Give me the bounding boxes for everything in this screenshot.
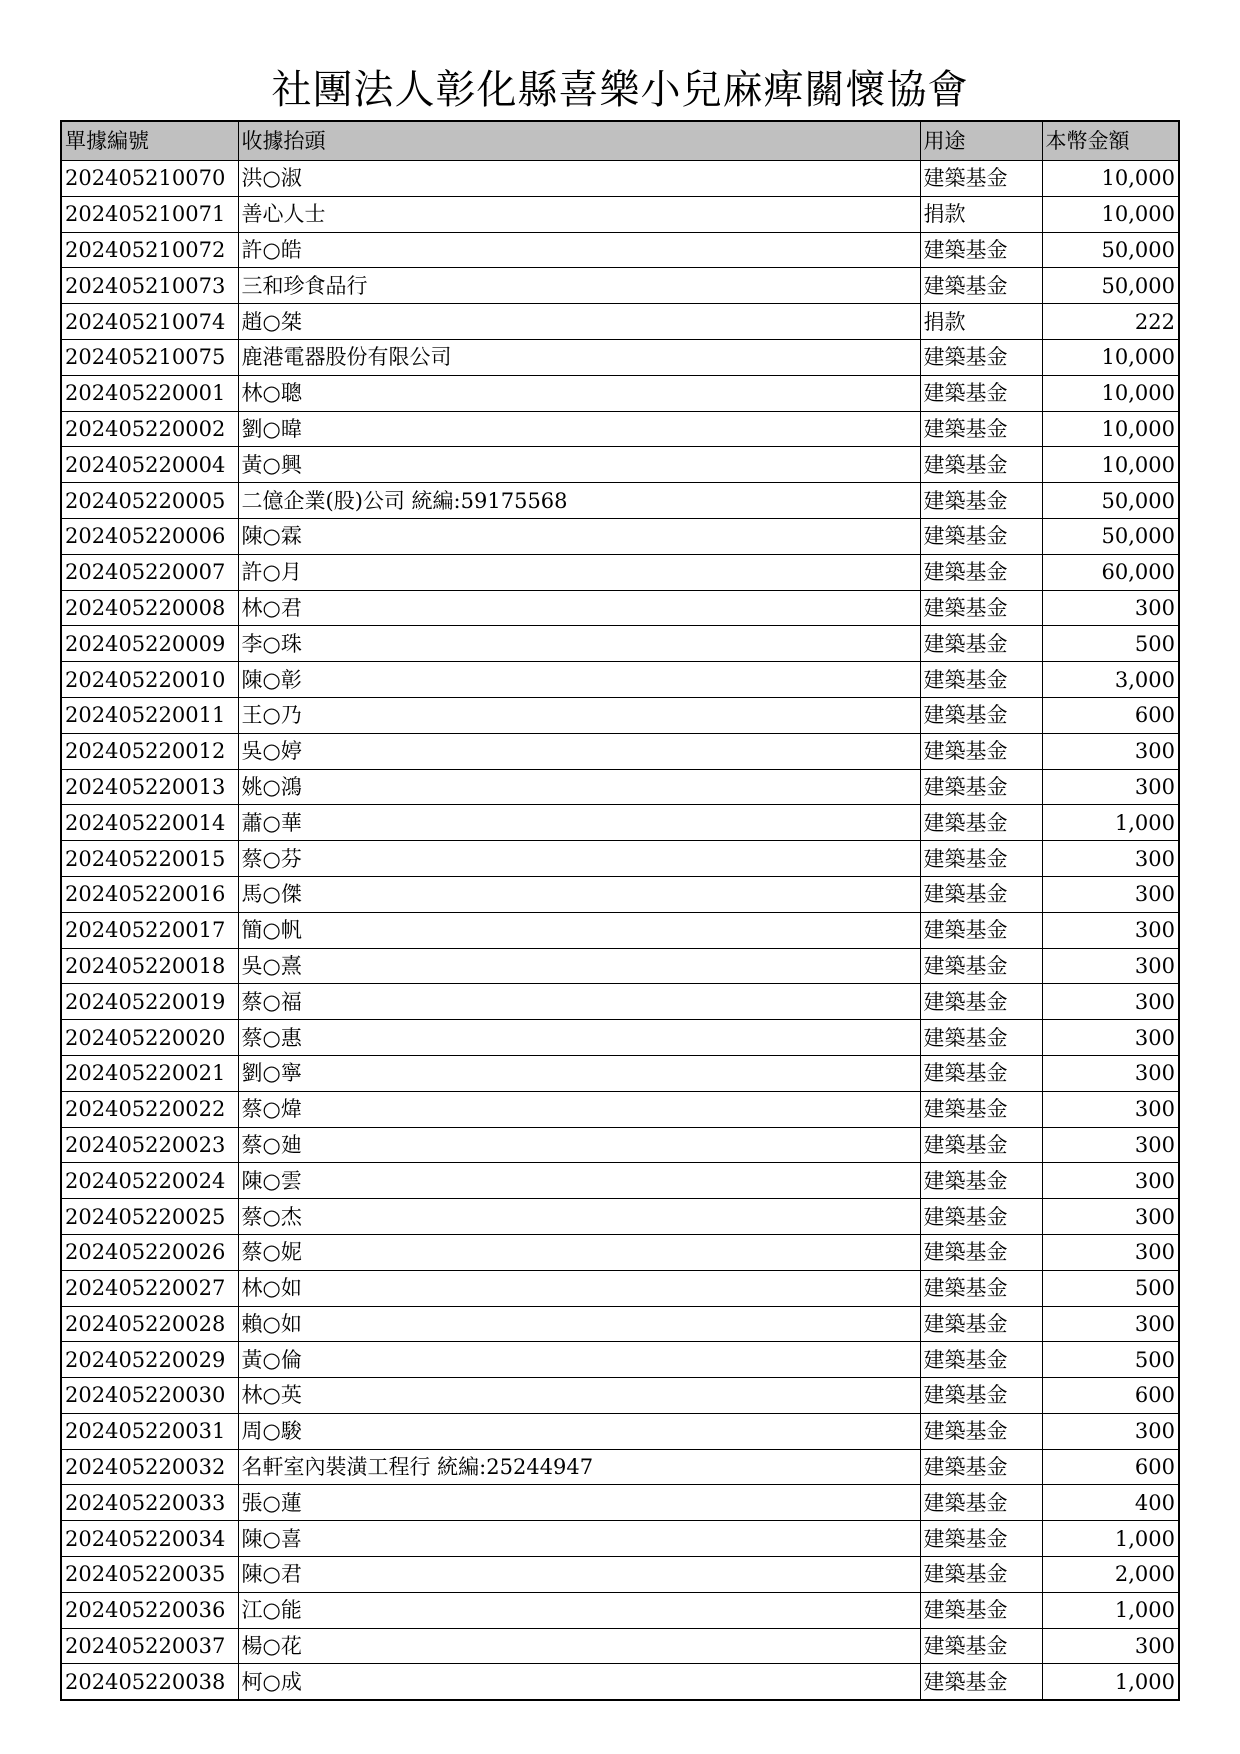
header-receipt-no: 單據編號 — [61, 121, 238, 161]
table-row — [61, 232, 1179, 268]
cell-amount: 10,000 — [1042, 447, 1179, 483]
cell-receipt-no: 202405220030 — [61, 1378, 238, 1414]
cell-amount: 300 — [1042, 1234, 1179, 1270]
cell-payee: 吳○熹 — [238, 948, 920, 984]
table-row — [61, 1199, 1179, 1235]
cell-purpose: 建築基金 — [920, 518, 1042, 554]
table-row — [61, 1521, 1179, 1557]
table-row — [61, 375, 1179, 411]
cell-receipt-no: 202405220025 — [61, 1199, 238, 1235]
cell-payee: 李○珠 — [238, 626, 920, 662]
table-row — [61, 769, 1179, 805]
cell-payee: 馬○傑 — [238, 876, 920, 912]
table-row — [61, 841, 1179, 877]
cell-receipt-no: 202405220004 — [61, 447, 238, 483]
cell-payee: 黃○倫 — [238, 1342, 920, 1378]
cell-purpose: 建築基金 — [920, 1628, 1042, 1664]
table-row — [61, 733, 1179, 769]
cell-purpose: 捐款 — [920, 304, 1042, 340]
cell-receipt-no: 202405220018 — [61, 948, 238, 984]
cell-amount: 1,000 — [1042, 1521, 1179, 1557]
cell-payee: 趙○桀 — [238, 304, 920, 340]
cell-amount: 300 — [1042, 1020, 1179, 1056]
cell-payee: 劉○暐 — [238, 411, 920, 447]
cell-purpose: 建築基金 — [920, 1306, 1042, 1342]
cell-purpose: 建築基金 — [920, 841, 1042, 877]
cell-purpose: 建築基金 — [920, 1342, 1042, 1378]
cell-payee: 張○蓮 — [238, 1485, 920, 1521]
table-row — [61, 1091, 1179, 1127]
cell-receipt-no: 202405220028 — [61, 1306, 238, 1342]
cell-receipt-no: 202405220005 — [61, 483, 238, 519]
table-row — [61, 697, 1179, 733]
cell-amount: 10,000 — [1042, 196, 1179, 232]
cell-purpose: 建築基金 — [920, 876, 1042, 912]
cell-purpose: 建築基金 — [920, 161, 1042, 197]
cell-receipt-no: 202405220031 — [61, 1413, 238, 1449]
cell-purpose: 建築基金 — [920, 447, 1042, 483]
cell-amount: 10,000 — [1042, 375, 1179, 411]
cell-amount: 10,000 — [1042, 411, 1179, 447]
cell-purpose: 建築基金 — [920, 912, 1042, 948]
cell-receipt-no: 202405220007 — [61, 554, 238, 590]
cell-purpose: 建築基金 — [920, 1485, 1042, 1521]
cell-receipt-no: 202405210071 — [61, 196, 238, 232]
cell-receipt-no: 202405220009 — [61, 626, 238, 662]
cell-amount: 222 — [1042, 304, 1179, 340]
cell-payee: 蔡○妮 — [238, 1234, 920, 1270]
table-row — [61, 1664, 1179, 1700]
cell-payee: 林○聰 — [238, 375, 920, 411]
table-row — [61, 1557, 1179, 1593]
cell-payee: 蔡○芬 — [238, 841, 920, 877]
cell-purpose: 建築基金 — [920, 590, 1042, 626]
cell-amount: 60,000 — [1042, 554, 1179, 590]
cell-receipt-no: 202405220036 — [61, 1592, 238, 1628]
cell-payee: 陳○喜 — [238, 1521, 920, 1557]
cell-receipt-no: 202405220012 — [61, 733, 238, 769]
cell-receipt-no: 202405220017 — [61, 912, 238, 948]
table-row — [61, 518, 1179, 554]
cell-amount: 1,000 — [1042, 805, 1179, 841]
cell-purpose: 建築基金 — [920, 733, 1042, 769]
cell-payee: 洪○淑 — [238, 161, 920, 197]
cell-amount: 500 — [1042, 626, 1179, 662]
cell-amount: 300 — [1042, 948, 1179, 984]
cell-purpose: 建築基金 — [920, 1592, 1042, 1628]
cell-receipt-no: 202405220002 — [61, 411, 238, 447]
table-body — [61, 161, 1179, 1701]
cell-amount: 50,000 — [1042, 483, 1179, 519]
cell-purpose: 建築基金 — [920, 1020, 1042, 1056]
cell-payee: 蕭○華 — [238, 805, 920, 841]
cell-receipt-no: 202405220034 — [61, 1521, 238, 1557]
cell-payee: 蔡○廸 — [238, 1127, 920, 1163]
cell-receipt-no: 202405220024 — [61, 1163, 238, 1199]
cell-purpose: 建築基金 — [920, 626, 1042, 662]
cell-payee: 陳○彰 — [238, 662, 920, 698]
cell-amount: 300 — [1042, 1413, 1179, 1449]
cell-payee: 劉○寧 — [238, 1055, 920, 1091]
cell-purpose: 建築基金 — [920, 984, 1042, 1020]
cell-payee: 江○能 — [238, 1592, 920, 1628]
cell-amount: 10,000 — [1042, 161, 1179, 197]
cell-purpose: 建築基金 — [920, 1521, 1042, 1557]
header-payee: 收據抬頭 — [238, 121, 920, 161]
cell-receipt-no: 202405220010 — [61, 662, 238, 698]
cell-payee: 蔡○福 — [238, 984, 920, 1020]
table-row — [61, 196, 1179, 232]
cell-payee: 周○駿 — [238, 1413, 920, 1449]
cell-purpose: 建築基金 — [920, 375, 1042, 411]
cell-payee: 簡○帆 — [238, 912, 920, 948]
table-row — [61, 1020, 1179, 1056]
table-row — [61, 876, 1179, 912]
donation-table — [60, 120, 1180, 1701]
cell-receipt-no: 202405210070 — [61, 161, 238, 197]
cell-purpose: 建築基金 — [920, 1449, 1042, 1485]
cell-amount: 1,000 — [1042, 1664, 1179, 1700]
cell-amount: 300 — [1042, 1306, 1179, 1342]
cell-amount: 600 — [1042, 1449, 1179, 1485]
cell-payee: 陳○雲 — [238, 1163, 920, 1199]
header-purpose: 用途 — [920, 121, 1042, 161]
table-row — [61, 1163, 1179, 1199]
cell-receipt-no: 202405220013 — [61, 769, 238, 805]
cell-receipt-no: 202405220016 — [61, 876, 238, 912]
cell-payee: 林○英 — [238, 1378, 920, 1414]
cell-purpose: 建築基金 — [920, 1163, 1042, 1199]
cell-receipt-no: 202405220014 — [61, 805, 238, 841]
document-title: 社團法人彰化縣喜樂小兒麻痺關懷協會 — [271, 67, 969, 113]
cell-purpose: 建築基金 — [920, 232, 1042, 268]
cell-payee: 蔡○煒 — [238, 1091, 920, 1127]
cell-purpose: 建築基金 — [920, 1234, 1042, 1270]
cell-receipt-no: 202405220027 — [61, 1270, 238, 1306]
table-row — [61, 1378, 1179, 1414]
cell-payee: 三和珍食品行 — [238, 268, 920, 304]
cell-purpose: 建築基金 — [920, 1270, 1042, 1306]
cell-receipt-no: 202405220032 — [61, 1449, 238, 1485]
cell-amount: 300 — [1042, 984, 1179, 1020]
cell-purpose: 建築基金 — [920, 1557, 1042, 1593]
cell-receipt-no: 202405220008 — [61, 590, 238, 626]
cell-receipt-no: 202405220022 — [61, 1091, 238, 1127]
cell-receipt-no: 202405220038 — [61, 1664, 238, 1700]
cell-purpose: 建築基金 — [920, 697, 1042, 733]
cell-amount: 10,000 — [1042, 339, 1179, 375]
cell-receipt-no: 202405220015 — [61, 841, 238, 877]
table-row — [61, 590, 1179, 626]
table-row — [61, 1413, 1179, 1449]
table-row — [61, 339, 1179, 375]
cell-purpose: 建築基金 — [920, 769, 1042, 805]
cell-payee: 鹿港電器股份有限公司 — [238, 339, 920, 375]
cell-amount: 500 — [1042, 1270, 1179, 1306]
cell-payee: 賴○如 — [238, 1306, 920, 1342]
table-row — [61, 161, 1179, 197]
table-row — [61, 1127, 1179, 1163]
cell-amount: 600 — [1042, 1378, 1179, 1414]
cell-amount: 3,000 — [1042, 662, 1179, 698]
cell-amount: 400 — [1042, 1485, 1179, 1521]
cell-payee: 許○皓 — [238, 232, 920, 268]
cell-payee: 林○君 — [238, 590, 920, 626]
cell-receipt-no: 202405210074 — [61, 304, 238, 340]
cell-purpose: 建築基金 — [920, 1091, 1042, 1127]
table-row — [61, 1270, 1179, 1306]
cell-purpose: 建築基金 — [920, 1664, 1042, 1700]
cell-payee: 柯○成 — [238, 1664, 920, 1700]
cell-purpose: 建築基金 — [920, 339, 1042, 375]
cell-amount: 600 — [1042, 697, 1179, 733]
cell-receipt-no: 202405220023 — [61, 1127, 238, 1163]
cell-receipt-no: 202405220026 — [61, 1234, 238, 1270]
cell-purpose: 捐款 — [920, 196, 1042, 232]
cell-amount: 300 — [1042, 1163, 1179, 1199]
cell-amount: 300 — [1042, 1127, 1179, 1163]
cell-payee: 陳○霖 — [238, 518, 920, 554]
table-row — [61, 662, 1179, 698]
cell-payee: 許○月 — [238, 554, 920, 590]
cell-amount: 500 — [1042, 1342, 1179, 1378]
cell-receipt-no: 202405220033 — [61, 1485, 238, 1521]
cell-payee: 林○如 — [238, 1270, 920, 1306]
table-row — [61, 411, 1179, 447]
cell-payee: 二億企業(股)公司 統編:59175568 — [238, 483, 920, 519]
cell-amount: 1,000 — [1042, 1592, 1179, 1628]
cell-purpose: 建築基金 — [920, 1055, 1042, 1091]
cell-amount: 300 — [1042, 1055, 1179, 1091]
table-row — [61, 948, 1179, 984]
cell-payee: 蔡○惠 — [238, 1020, 920, 1056]
cell-receipt-no: 202405220011 — [61, 697, 238, 733]
header-amount: 本幣金額 — [1042, 121, 1179, 161]
cell-amount: 50,000 — [1042, 232, 1179, 268]
table-row — [61, 554, 1179, 590]
cell-purpose: 建築基金 — [920, 1127, 1042, 1163]
cell-amount: 2,000 — [1042, 1557, 1179, 1593]
cell-receipt-no: 202405210072 — [61, 232, 238, 268]
cell-receipt-no: 202405220021 — [61, 1055, 238, 1091]
table-row — [61, 626, 1179, 662]
cell-amount: 300 — [1042, 733, 1179, 769]
table-row — [61, 805, 1179, 841]
table-row — [61, 1306, 1179, 1342]
cell-purpose: 建築基金 — [920, 554, 1042, 590]
table-row — [61, 1055, 1179, 1091]
cell-payee: 王○乃 — [238, 697, 920, 733]
cell-purpose: 建築基金 — [920, 1378, 1042, 1414]
table-row — [61, 912, 1179, 948]
cell-purpose: 建築基金 — [920, 1413, 1042, 1449]
table-row — [61, 1449, 1179, 1485]
table-row — [61, 268, 1179, 304]
cell-payee: 吳○婷 — [238, 733, 920, 769]
cell-payee: 陳○君 — [238, 1557, 920, 1593]
cell-payee: 黃○興 — [238, 447, 920, 483]
cell-payee: 名軒室內裝潢工程行 統編:25244947 — [238, 1449, 920, 1485]
cell-purpose: 建築基金 — [920, 411, 1042, 447]
cell-payee: 楊○花 — [238, 1628, 920, 1664]
cell-amount: 300 — [1042, 1091, 1179, 1127]
cell-amount: 50,000 — [1042, 518, 1179, 554]
table-row — [61, 1234, 1179, 1270]
cell-amount: 300 — [1042, 590, 1179, 626]
cell-purpose: 建築基金 — [920, 268, 1042, 304]
table-row — [61, 984, 1179, 1020]
table-row — [61, 304, 1179, 340]
cell-payee: 蔡○杰 — [238, 1199, 920, 1235]
cell-receipt-no: 202405220019 — [61, 984, 238, 1020]
cell-receipt-no: 202405220029 — [61, 1342, 238, 1378]
table-row — [61, 1485, 1179, 1521]
cell-receipt-no: 202405220035 — [61, 1557, 238, 1593]
table-header-row — [61, 121, 1179, 161]
cell-receipt-no: 202405220006 — [61, 518, 238, 554]
table-row — [61, 1628, 1179, 1664]
table-row — [61, 483, 1179, 519]
table-row — [61, 1592, 1179, 1628]
cell-amount: 300 — [1042, 876, 1179, 912]
cell-purpose: 建築基金 — [920, 483, 1042, 519]
cell-purpose: 建築基金 — [920, 948, 1042, 984]
cell-amount: 300 — [1042, 1628, 1179, 1664]
table-row — [61, 1342, 1179, 1378]
cell-receipt-no: 202405210073 — [61, 268, 238, 304]
cell-receipt-no: 202405220001 — [61, 375, 238, 411]
cell-amount: 50,000 — [1042, 268, 1179, 304]
cell-amount: 300 — [1042, 912, 1179, 948]
cell-amount: 300 — [1042, 841, 1179, 877]
cell-purpose: 建築基金 — [920, 805, 1042, 841]
cell-purpose: 建築基金 — [920, 1199, 1042, 1235]
cell-purpose: 建築基金 — [920, 662, 1042, 698]
cell-receipt-no: 202405220020 — [61, 1020, 238, 1056]
cell-payee: 善心人士 — [238, 196, 920, 232]
cell-amount: 300 — [1042, 769, 1179, 805]
cell-receipt-no: 202405210075 — [61, 339, 238, 375]
cell-amount: 300 — [1042, 1199, 1179, 1235]
cell-payee: 姚○鴻 — [238, 769, 920, 805]
cell-receipt-no: 202405220037 — [61, 1628, 238, 1664]
table-row — [61, 447, 1179, 483]
